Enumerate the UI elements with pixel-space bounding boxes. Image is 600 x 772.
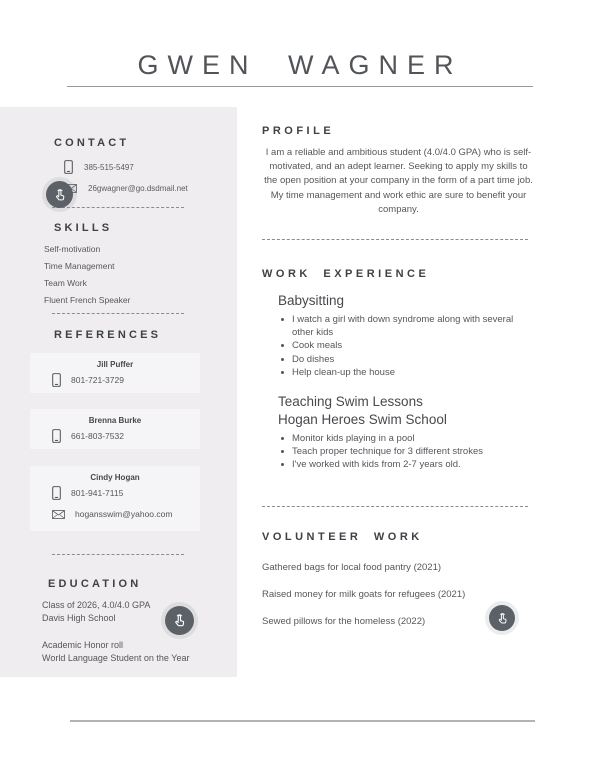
skills-section [42,222,219,309]
volunteer-item: Sewed pillows for the homeless (2022) [262,615,426,627]
job-bullet: Monitor kids playing in a pool [278,432,535,445]
reference-phone-row [52,486,200,500]
reference-email-row [52,509,200,519]
contact-phone: 385-515-5497 [84,162,134,172]
phone-icon [52,486,61,500]
job-title: Teaching Swim Lessons [278,394,423,410]
job-bullet: I've worked with kids from 2-7 years old. [278,458,535,471]
references-section [42,329,219,531]
reference-phone: 801-941-7115 [71,488,124,498]
envelope-icon [52,510,65,519]
tap-icon [172,613,187,628]
phone-icon [52,373,61,387]
contact-phone-row [64,160,219,174]
work-experience-heading: WORK EXPERIENCE [262,268,430,281]
reference-name: Cindy Hogan [90,473,140,482]
job-entry [278,292,535,379]
sidebar-divider [52,554,184,555]
sidebar-divider [52,207,184,208]
tap-icon [496,612,509,625]
job-subtitle: Hogan Heroes Swim School [278,412,447,428]
job-bullets [278,313,535,379]
contact-email: 26gwagner@go.dsdmail.net [88,184,188,193]
click-indicator-badge[interactable] [46,181,73,208]
education-line: Academic Honor roll [42,640,124,650]
volunteer-heading: VOLUNTEER WORK [262,530,423,543]
phone-icon [64,160,73,174]
reference-phone-row [52,429,200,443]
reference-email: hogansswim@yahoo.com [75,509,173,519]
main-column [262,125,535,643]
skill-item: Time Management [44,261,115,271]
job-bullet: Cook meals [278,339,535,352]
reference-card [30,353,200,393]
skill-item: Fluent French Speaker [44,295,131,305]
profile-text: I am a reliable and ambitious student (4.0/4.0 GPA) who is self-motivated, and an adept learner. Seeking to apply my skills to the open position at your company in the form of a part time job. My time management and work ethic are sure to benefit your company. [264,147,533,215]
education-line: Class of 2026, 4.0/4.0 GPA [42,600,151,610]
volunteer-item: Raised money for milk goats for refugees (2021) [262,588,466,600]
reference-phone: 661-803-7532 [71,431,124,441]
reference-card [30,409,200,449]
title-divider [67,86,533,87]
job-bullet: Do dishes [278,353,535,366]
click-indicator-badge[interactable] [489,605,515,631]
job-bullets [278,432,535,472]
reference-card [30,466,200,531]
page-title: GWEN WAGNER [137,50,463,80]
education-line: Davis High School [42,613,116,623]
profile-heading: PROFILE [262,125,335,137]
education-line: World Language Student on the Year [42,653,190,663]
contact-email-row [64,184,219,193]
sidebar-divider [52,313,184,314]
references-heading: REFERENCES [54,329,162,341]
contact-heading: CONTACT [54,137,130,149]
reference-name: Brenna Burke [88,416,142,425]
footer-divider [70,720,535,722]
reference-name: Jill Puffer [96,360,134,369]
job-bullet: Teach proper technique for 3 different strokes [278,445,535,458]
main-divider [262,506,528,507]
job-entry [278,393,535,472]
reference-phone-row [52,373,200,387]
volunteer-item: Gathered bags for local food pantry (2021) [262,561,442,573]
education-heading: EDUCATION [48,578,142,590]
click-indicator-badge[interactable] [165,606,194,635]
skills-heading: SKILLS [54,222,113,234]
phone-icon [52,429,61,443]
reference-phone: 801-721-3729 [71,375,124,385]
job-bullet: Help clean-up the house [278,366,535,379]
tap-icon [53,188,67,202]
main-divider [262,239,528,240]
skill-item: Self-motivation [44,244,101,254]
skill-item: Team Work [44,278,87,288]
job-bullet: I watch a girl with down syndrome along with several other kids [278,313,535,339]
education-honors [42,639,219,665]
sidebar [0,107,237,677]
job-title: Babysitting [278,293,345,309]
